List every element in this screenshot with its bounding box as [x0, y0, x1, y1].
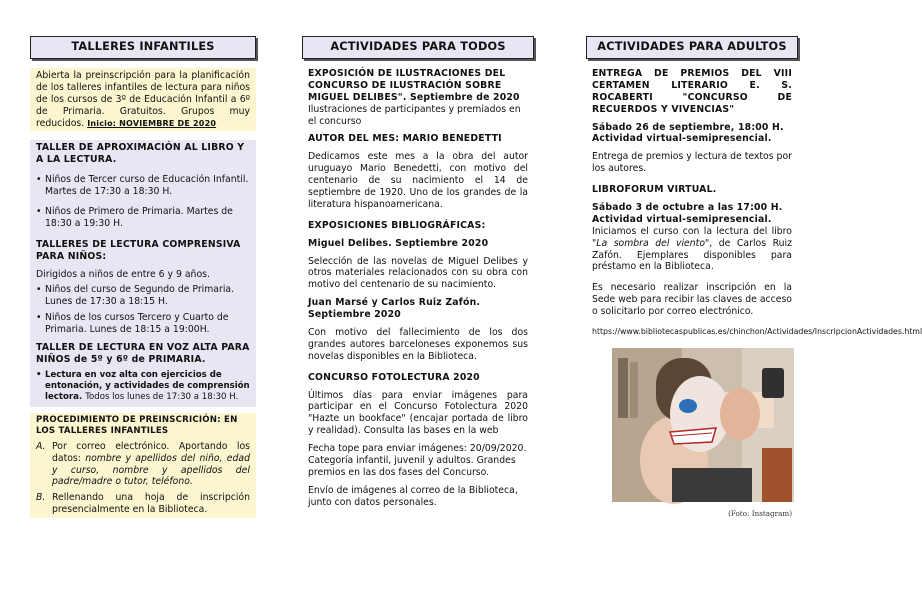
autor-text: Dedicamos este mes a la obra del autor uruguayo Mario Benedetti, con motivo del centenario de su nacimiento el 14 de septiembre de 1920. Uno de los grandes de la literatura hispanoamericana.: [308, 151, 528, 210]
libroforum-text-1: Iniciamos el curso con la lectura del libro: [592, 225, 792, 237]
biblio-sub2: Juan Marsé y Carlos Ruiz Zafón. Septiembre 2020: [308, 297, 481, 321]
section-header-adultos: ACTIVIDADES PARA ADULTOS: [586, 36, 798, 59]
procedimiento-b: [36, 492, 250, 516]
intro-box: [30, 68, 256, 131]
inscripcion-text: Es necesario realizar inscripción en la Sede web para recibir las claves de acceso o solicitarlo por correo electrónico.: [592, 282, 792, 318]
intro-text: Abierta la preinscripción para la planificación de los talleres infantiles de lectura para niños de los cursos de 3º de Educación Infantil a 6º de Primaria. Gratuitos. Grupos muy reducidos.: [36, 70, 250, 129]
expo-text: Ilustraciones de participantes y premiados en el concurso: [308, 103, 521, 127]
procedimiento-a-text: Por correo electrónico. Aportando los datos:: [52, 440, 250, 464]
concurso-text1: Últimos días para enviar imágenes para participar en el Concurso Fotolectura 2020 "Hazte un bookface" (encajar portada de libro y realidad). Consulta las bases en la web: [308, 389, 528, 437]
column-actividades-adultos: [586, 36, 922, 521]
biblio-title: EXPOSICIONES BIBLIOGRÁFICAS:: [308, 219, 486, 231]
taller-aproximacion-title: TALLER DE APROXIMACIÓN AL LIBRO Y A LA LECTURA.: [36, 142, 245, 166]
column-actividades-todos: [302, 36, 534, 511]
taller-voz-alta-title: TALLER DE LECTURA EN VOZ ALTA PARA NIÑOS de 5º y 6º de PRIMARIA.: [36, 342, 250, 365]
list-item: • Niños de Primero de Primaria. Martes de 18:30 a 19:30 H.: [36, 206, 250, 230]
libroforum-text: [592, 226, 792, 274]
procedimiento-a-fields: nombre y apellidos del niño, edad y curso, nombre y apellidos del padre/madre o tutor, teléfono.: [52, 452, 250, 488]
concurso-text3: Envío de imágenes al correo de la Biblioteca, junto con datos personales.: [308, 484, 518, 508]
procedimiento-b-text: Rellenando una hoja de inscripción presencialmente en la Biblioteca.: [52, 492, 250, 516]
libroforum-book: "La sombra del viento": [592, 237, 710, 249]
premios-text: Entrega de premios y lectura de textos por los autores.: [592, 151, 792, 175]
premios-title: ENTREGA DE PREMIOS DEL VIII CERTAMEN LITERARIO E. S. ROCABERTI "CONCURSO DE RECUERDOS Y VIVENCIAS": [592, 68, 792, 115]
list-item: • Niños de Tercer curso de Educación Infantil. Martes de 17:30 a 18:30 H.: [36, 174, 250, 198]
section-header-todos: ACTIVIDADES PARA TODOS: [302, 36, 534, 59]
procedimiento-a: [36, 441, 250, 489]
procedimiento-box: [30, 413, 256, 518]
premios-date: Sábado 26 de septiembre, 18:00 H. Actividad virtual-semipresencial.: [592, 121, 784, 145]
biblio-text2: Con motivo del fallecimiento de los dos grandes autores barceloneses exponemos sus novelas disponibles en la Biblioteca.: [308, 327, 528, 362]
expo-title: EXPOSICIÓN DE ILUSTRACIONES DEL CONCURSO DE ILUSTRACIÓN SOBRE MIGUEL DELIBES". Septiembre de 2020: [308, 68, 520, 103]
inscripcion-link[interactable]: https://www.bibliotecaspublicas.es/chinchon/Actividades/InscripcionActividades.html: [592, 327, 922, 337]
procedimiento-title: PROCEDIMIENTO DE PREINSCRICIÓN: EN LOS TALLERES INFANTILES: [36, 414, 238, 436]
libroforum-title: LIBROFORUM VIRTUAL.: [592, 184, 717, 196]
concurso-title: CONCURSO FOTOLECTURA 2020: [308, 371, 480, 383]
libroforum-text-2: , de Carlos Ruiz Zafón. Ejemplares disponibles para préstamo en la Biblioteca.: [592, 237, 792, 273]
taller-voz-alta-desc: Lectura en voz alta con ejercicios de entonación, y actividades de comprensión lectora.: [45, 369, 250, 402]
taller-aproximacion: [30, 140, 256, 406]
libroforum-date: Sábado 3 de octubre a las 17:00 H. Actividad virtual-semipresencial.: [592, 202, 783, 225]
taller-comprensiva-title: TALLERES DE LECTURA COMPRENSIVA PARA NIÑOS:: [36, 238, 241, 262]
biblio-sub1: Miguel Delibes. Septiembre 2020: [308, 237, 489, 249]
taller-voz-alta-schedule: Todos los lunes de 17:30 a 18:30 H.: [85, 391, 239, 402]
autor-title: AUTOR DEL MES: MARIO BENEDETTI: [308, 133, 502, 145]
concurso-text2: Fecha tope para enviar imágenes: 20/09/2020. Categoría infantil, juvenil y adultos. Grandes premios en las dos fases del Concurso.: [308, 443, 527, 478]
biblio-text1: Selección de las novelas de Miguel Delibes y otros materiales relacionados con su obra con motivo del centenario de su nacimiento.: [308, 255, 528, 291]
list-item: [36, 370, 250, 403]
marker-a: A.: [36, 440, 46, 452]
taller-comprensiva-lead: Dirigidos a niños de entre 6 y 9 años.: [36, 268, 210, 280]
marker-b: B.: [36, 492, 46, 504]
bookface-photo-icon: [612, 348, 794, 502]
intro-start: Inicio: NOVIEMBRE DE 2020: [87, 118, 217, 128]
section-header-talleres: TALLERES INFANTILES: [30, 36, 256, 59]
photo-caption: (Foto: Instagram): [728, 509, 792, 519]
list-item: • Niños del curso de Segundo de Primaria. Lunes de 17:30 a 18:15 H.: [36, 284, 250, 308]
column-talleres-infantiles: [30, 36, 256, 518]
list-item: • Niños de los cursos Tercero y Cuarto de Primaria. Lunes de 18:15 a 19:00H.: [36, 312, 250, 336]
